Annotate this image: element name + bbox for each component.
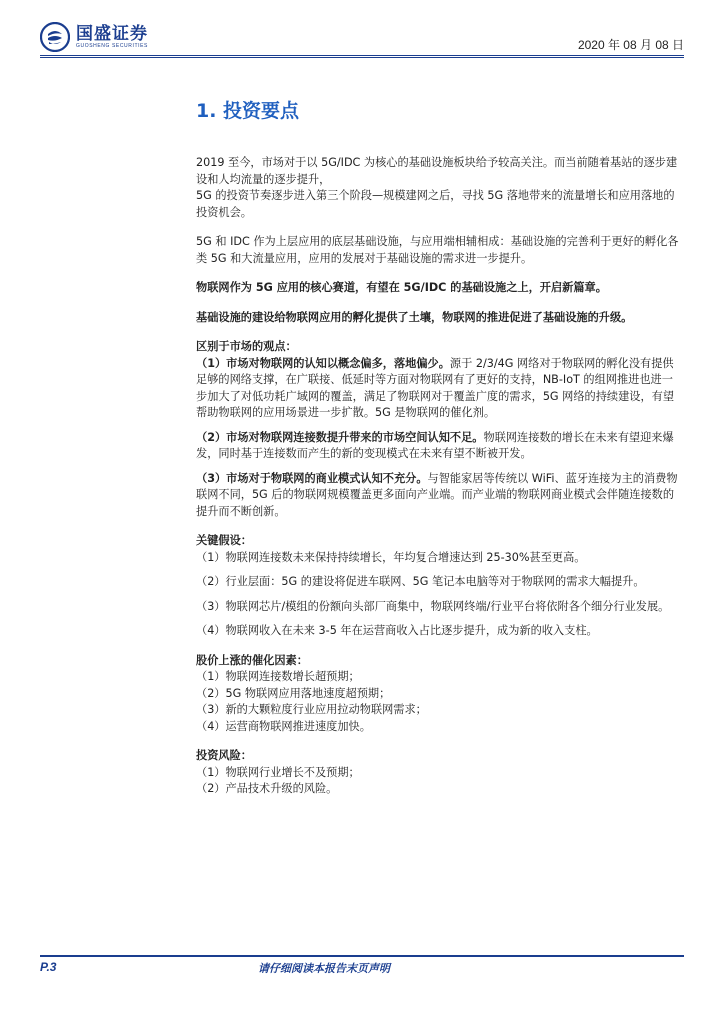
intro-paragraph-line2: 5G 的投资节奏逐步进入第三个阶段—规模建网之后，寻找 5G 落地带来的流量增长和应用落地的投资机会。	[196, 189, 675, 219]
catalyst-item: （2）5G 物联网应用落地速度超预期；	[196, 686, 391, 700]
report-body	[196, 155, 684, 798]
differentiated-view-heading: 区别于市场的观点：	[196, 340, 297, 353]
catalysts-heading: 股价上涨的催化因素：	[196, 653, 308, 667]
risks-heading: 投资风险：	[196, 749, 252, 762]
key-statement-1: 物联网作为 5G 应用的核心赛道，有望在 5G/IDC 的基础设施之上，开启新篇章。	[196, 281, 607, 294]
assumption-3: （3）物联网芯片/模组的份额向头部厂商集中，物联网终端/行业平台将依附各个细分行业发展。	[196, 599, 670, 613]
company-logo	[40, 22, 148, 52]
page-header	[0, 0, 724, 60]
catalyst-item: （4）运营商物联网推进速度加快。	[196, 719, 371, 733]
logo-name-cn: 国盛证券	[76, 23, 148, 44]
header-divider	[40, 55, 684, 56]
disclaimer-note: 请仔细阅读本报告末页声明	[258, 962, 390, 975]
logo-icon	[40, 22, 70, 52]
assumption-1: （1）物联网连接数未来保持持续增长，年均复合增速达到 25-30%甚至更高。	[196, 550, 586, 564]
assumption-2: （2）行业层面：5G 的建设将促进车联网、5G 笔记本电脑等对于物联网的需求大幅提升。	[196, 575, 645, 588]
key-statement-2: 基础设施的建设给物联网应用的孵化提供了土壤，物联网的推进促进了基础设施的升级。	[196, 310, 633, 324]
catalyst-item: （3）新的大颗粒度行业应用拉动物联网需求；	[196, 703, 427, 716]
view-point-3	[196, 471, 684, 521]
page-number: P.3	[40, 960, 57, 974]
section-title: 1. 投资要点	[196, 100, 300, 122]
view-point-3-text: 与智能家居等传统以 WiFi、蓝牙连接为主的消费物联网不同，5G 后的物联网规模覆盖更多面向产业端。而产业端的物联网商业模式会伴随连接数的提升而不断创新。	[196, 471, 678, 518]
footer-divider	[40, 955, 684, 957]
view-point-2-text: 物联网连接数的增长在未来有望迎来爆发，同时基于连接数而产生的新的变现模式在未来有望不断被开发。	[196, 430, 674, 460]
assumption-4: （4）物联网收入在未来 3-5 年在运营商收入占比逐步提升，成为新的收入支柱。	[196, 624, 598, 637]
view-point-2-lead: （2）市场对物联网连接数提升带来的市场空间认知不足。	[196, 430, 484, 444]
report-date: 2020 年 08 月 08 日	[577, 38, 684, 52]
risk-item: （2）产品技术升级的风险。	[196, 782, 338, 795]
header-divider-secondary	[40, 57, 684, 58]
view-point-1-text: 源于 2/3/4G 网络对于物联网的孵化没有提供足够的网络支撑，在广联接、低延时等方面对物联网有了更好的支持，NB-IoT 的组网推进也进一步加大了对低功耗广域网的覆盖，满足了物联网对于覆盖广度的需求，5G 网络的持续建设，有望帮助物联网的应用场景进一步扩散。5G 是物联网的催化剂。	[196, 356, 675, 419]
key-assumptions-heading: 关键假设：	[196, 534, 252, 547]
view-point-1	[196, 356, 684, 422]
view-point-1-lead: （1）市场对物联网的认知以概念偏多，落地偏少。	[196, 356, 450, 370]
logo-name-en: GUOSHENG SECURITIES	[76, 42, 148, 49]
risk-item: （1）物联网行业增长不及预期；	[196, 765, 360, 779]
intro-paragraph-line1: 2019 至今，市场对于以 5G/IDC 为核心的基础设施板块给予较高关注。而当前随着基站的逐步建设和人均流量的逐步提升，	[196, 156, 678, 186]
view-point-3-lead: （3）市场对于物联网的商业模式认知不充分。	[196, 471, 428, 485]
view-point-2	[196, 430, 684, 463]
infrastructure-paragraph: 5G 和 IDC 作为上层应用的底层基础设施，与应用端相辅相成：基础设施的完善利于更好的孵化各类 5G 和大流量应用，应用的发展对于基础设施的需求进一步提升。	[196, 235, 679, 265]
catalyst-item: （1）物联网连接数增长超预期；	[196, 670, 360, 683]
